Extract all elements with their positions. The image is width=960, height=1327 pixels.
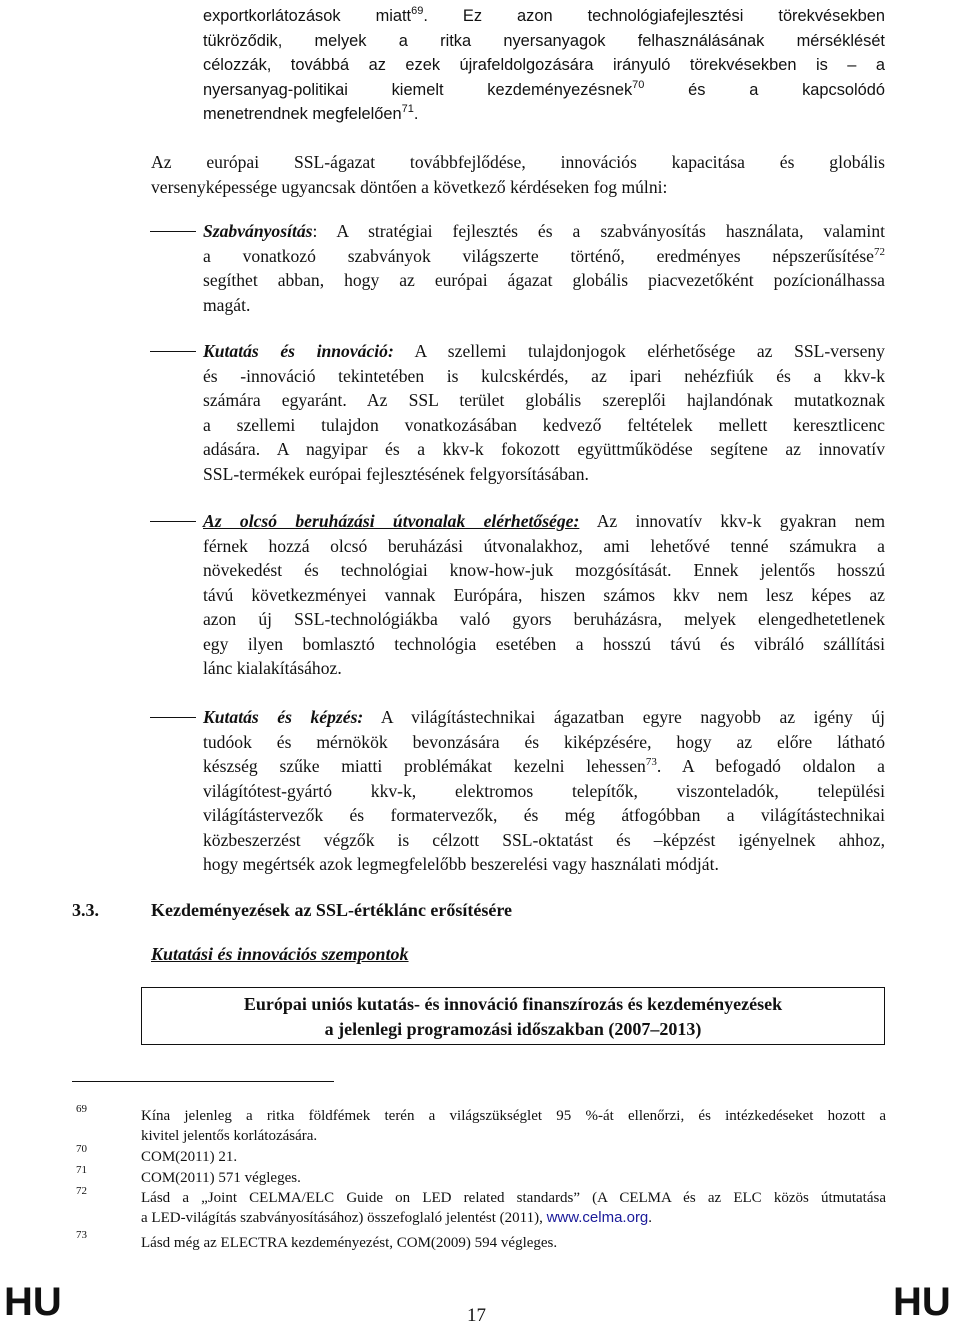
footnote-number: 70	[76, 1143, 87, 1155]
footnote-number: 73	[76, 1229, 87, 1241]
bullet-line: segíthet abban, hogy az európai ágazat globális piacvezetőként pozícionálhassa	[203, 270, 885, 290]
bullet-line: tudóok és mérnökök bevonzására és kiképzésére, hogy az előre látható	[203, 731, 885, 752]
footer-language-left: HU	[4, 1280, 62, 1324]
bullet-line: és -innováció tekintetében is kulcskérdés, az ipari nehézfiúk és a kkv-k	[203, 365, 885, 386]
footnote-line: a LED-világítás szabványosításához) összefoglaló jelentést (2011), www.celma.org.	[141, 1209, 653, 1226]
bullet-line: távú következményei vannak Európára, hiszen számos kkv nem lesz képes az	[203, 584, 885, 605]
paragraph-line: versenyképessége ugyancsak döntően a következő kérdéseken fog múlni:	[151, 176, 668, 197]
bullet-line: Kutatás és innováció: A szellemi tulajdonjogok elérhetősége az SSL-verseny	[203, 341, 885, 361]
bullet-line: növekedést és technológiai know-how-juk mozgósítását. Ennek jelentős hosszú	[203, 560, 885, 580]
bullet-dash	[150, 351, 196, 352]
footnote-line: Lásd a „Joint CELMA/ELC Guide on LED related standards” (A CELMA és az ELC közös útmutatása	[141, 1190, 886, 1206]
footnote-separator	[72, 1081, 334, 1082]
footnote-line: Kína jelenleg a ritka földfémek terén a világszükséglet 95 %-át ellenőrzi, és intézkedéseket hozott a	[141, 1108, 886, 1124]
page-number: 17	[467, 1305, 486, 1326]
bullet-line: készség szűke miatti problémákat kezelni lehessen$^{73}$. A befogadó oldalon a	[203, 756, 885, 776]
intro-line: menetrendnek megfelelően$^{71}$.	[203, 103, 419, 123]
footnote-ref-70[interactable]: 70	[632, 78, 645, 91]
box-title-line: a jelenlegi programozási időszakban (2007–2013)	[324, 1019, 702, 1039]
bullet-research-innovation	[203, 339, 885, 486]
section-title: Kezdeményezések az SSL-értéklánc erősítésére	[151, 900, 513, 920]
bullet-line: közbeszerzést végzők is célzott SSL-oktatást és –képzést igényelnek ahhoz,	[203, 829, 885, 850]
footnote-71: COM(2011) 571 végleges.	[141, 1170, 301, 1186]
footnote-ref-72[interactable]: 72	[874, 245, 885, 258]
bullet-line: számára egyaránt. Az SSL terület globális szereplői hajlandónak mutatkoznak	[203, 390, 885, 410]
main-paragraph	[151, 150, 885, 199]
bullet-line: világítástervezők és formatervezők, és még átfogóbban a világítástechnikai	[203, 805, 885, 825]
intro-line: tükröződik, melyek a ritka nyersanyagok felhasználásának mérséklését	[203, 31, 885, 50]
bullet-research-training	[203, 705, 885, 877]
bullet-title: Az olcsó beruházási útvonalak elérhetősége:	[203, 511, 580, 531]
bullet-dash	[150, 231, 196, 232]
bullet-title: Kutatás és innováció:	[203, 341, 394, 361]
bullet-line: egy ilyen bomlasztó technológia esetében a hosszú távú és vibráló szállítási	[203, 633, 885, 654]
bullet-title: Kutatás és képzés:	[203, 707, 364, 727]
footnote-72	[141, 1188, 886, 1228]
bullet-dash	[150, 717, 196, 718]
footnote-70: COM(2011) 21.	[141, 1149, 238, 1165]
intro-line: exportkorlátozások miatt$^{69}$. Ez azon technológiafejlesztési törekvésekben	[203, 5, 885, 25]
intro-line: nyersanyag-politikai kiemelt kezdeményezésnek$^{70}$ és a kapcsolódó	[203, 78, 886, 99]
bullet-line: a szellemi tulajdon vonatkozásában kedvező feltételek mellett keresztlicenc	[203, 414, 885, 435]
footnote-number: 71	[76, 1164, 87, 1176]
bullet-investment-routes	[203, 509, 885, 681]
bullet-line: Kutatás és képzés: A világítástechnikai ágazatban egyre nagyobb az igény új	[203, 707, 885, 727]
funding-box	[141, 987, 885, 1045]
bullet-line: férnek hozzá olcsó beruházási útvonalakhoz, ami lehetővé tenné számukra a	[203, 535, 885, 556]
bullet-line: magát.	[203, 294, 251, 315]
intro-paragraph	[203, 4, 885, 127]
footnote-ref-71[interactable]: 71	[401, 103, 414, 115]
celma-link[interactable]: www.celma.org	[546, 1209, 649, 1226]
footnote-73: Lásd még az ELECTRA kezdeményezést, COM(2009) 594 végleges.	[141, 1235, 558, 1251]
bullet-dash	[150, 521, 196, 522]
bullet-line: hogy megértsék azok legmegfelelőbb beszerelési vagy használati módját.	[203, 854, 719, 874]
footnote-ref-69[interactable]: 69	[411, 5, 424, 17]
bullet-line: adására. A nagyipar és a kkv-k fokozott együttműködése segítene az innovatív	[203, 439, 885, 459]
bullet-line: lánc kialakításához.	[203, 658, 342, 678]
footnote-number: 72	[76, 1185, 87, 1197]
paragraph-line: Az európai SSL-ágazat továbbfejlődése, innovációs kapacitása és globális	[151, 152, 885, 172]
bullet-standardization	[203, 219, 885, 317]
footnote-line: kivitel jelentős korlátozására.	[141, 1128, 318, 1144]
footnote-69	[141, 1106, 886, 1146]
bullet-line: világítótest-gyártó kkv-k, elektromos telepítők, viszonteladók, települési	[203, 780, 885, 801]
bullet-line: Az olcsó beruházási útvonalak elérhetősége: Az innovatív kkv-k gyakran nem	[203, 511, 885, 531]
box-title-line: Európai uniós kutatás- és innováció finanszírozás és kezdeményezések	[243, 994, 783, 1014]
footnote-ref-73[interactable]: 73	[645, 756, 657, 768]
bullet-line: Szabványosítás: A stratégiai fejlesztés és a szabványosítás használata, valamint	[203, 221, 885, 241]
bullet-title: Szabványosítás	[203, 221, 313, 241]
intro-line: célozzák, továbbá az ezek újrafeldolgozására irányuló törekvésekben is – a	[203, 56, 885, 74]
footer-language-right: HU	[893, 1280, 951, 1324]
bullet-line: a vonatkozó szabványok világszerte történő, eredményes népszerűsítése$^{72}$	[203, 245, 885, 266]
bullet-line: SSL-termékek európai fejlesztésének felgyorsításában.	[203, 463, 589, 484]
section-number: 3.3.	[72, 900, 99, 920]
bullet-line: azon új SSL-technológiákba való gyors beruházásra, melyek elengedhetetlenek	[203, 609, 885, 629]
section-subtitle: Kutatási és innovációs szempontok	[151, 944, 409, 964]
footnote-number: 69	[76, 1103, 87, 1115]
